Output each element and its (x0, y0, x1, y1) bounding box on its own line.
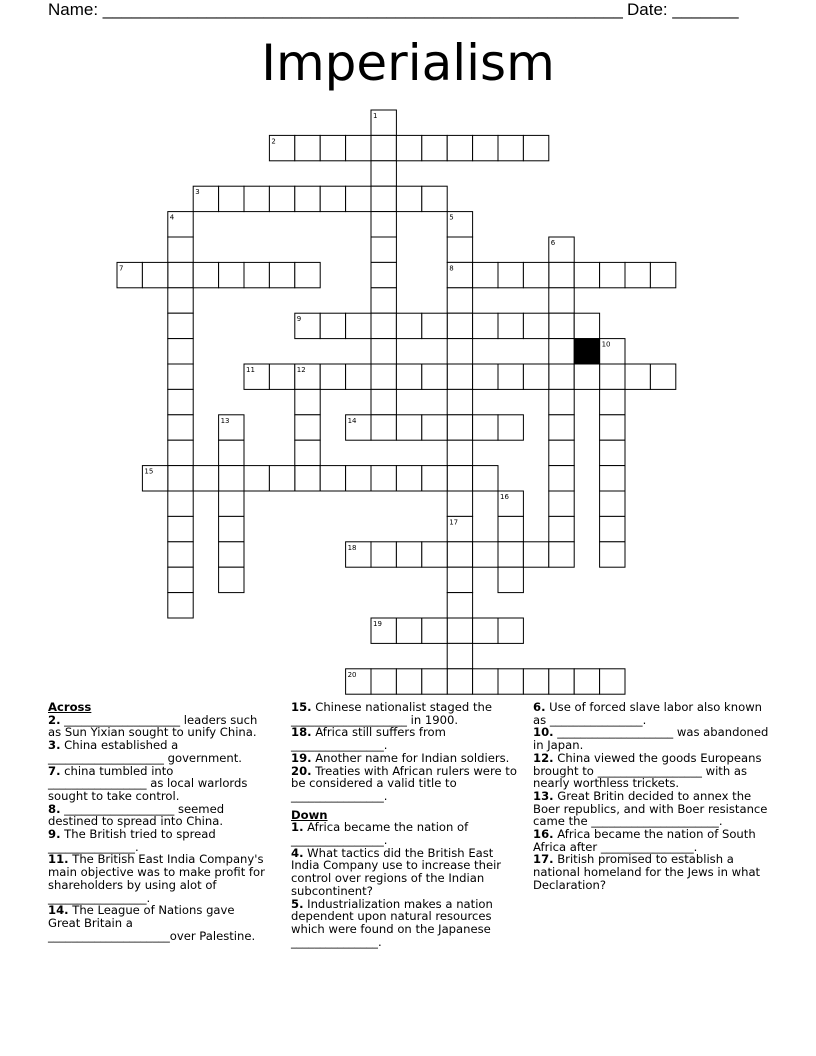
grid-cell[interactable] (574, 313, 599, 338)
grid-cell[interactable] (498, 618, 523, 643)
grid-cell[interactable] (447, 313, 472, 338)
grid-cell[interactable] (498, 415, 523, 440)
grid-cell[interactable] (498, 669, 523, 694)
clue-number-9: 9 (296, 315, 302, 324)
grid-cell[interactable] (396, 135, 421, 160)
grid-cell[interactable] (193, 262, 218, 287)
clue-number-10: 10 (601, 340, 611, 349)
clue-text: Africa still suffers from ________________. (291, 725, 446, 753)
grid-cell[interactable] (371, 161, 396, 186)
clue-item (48, 765, 270, 803)
grid-cell[interactable] (168, 542, 193, 567)
grid-cell[interactable] (422, 669, 447, 694)
clue-number-12: 12 (296, 366, 306, 374)
clue-number-1: 1 (373, 112, 378, 120)
grid-cell[interactable] (371, 339, 396, 364)
grid-cell[interactable] (269, 186, 294, 211)
grid-cell[interactable] (498, 313, 523, 338)
clue-item (291, 821, 523, 846)
grid-cell[interactable] (295, 262, 320, 287)
grid-cell[interactable] (549, 364, 574, 389)
clue-number: 17. (533, 852, 554, 867)
grid-cell[interactable] (523, 313, 548, 338)
grid-cell[interactable] (447, 618, 472, 643)
grid-cell[interactable] (498, 364, 523, 389)
grid-cell[interactable] (396, 415, 421, 440)
clue-number: 10. (533, 725, 554, 740)
grid-cell[interactable] (447, 237, 472, 262)
clue-text: ___________________ seemed destined to spread into China. (48, 801, 225, 829)
grid-cell[interactable] (625, 364, 650, 389)
clue-text: Africa became the nation of ________________. (291, 820, 469, 848)
grid-cell[interactable] (549, 415, 574, 440)
grid-cell[interactable] (168, 313, 193, 338)
grid-cell[interactable] (219, 567, 244, 592)
grid-cell[interactable] (371, 669, 396, 694)
clue-item (48, 739, 270, 764)
clue-text: China viewed the goods Europeans brought to __________________ with as nearly worthless trickets. (533, 750, 762, 791)
grid-cell[interactable] (168, 288, 193, 313)
grid-cell[interactable] (396, 542, 421, 567)
grid-cell[interactable] (244, 466, 269, 491)
grid-cell[interactable] (244, 186, 269, 211)
grid-cell[interactable] (219, 466, 244, 491)
grid-cell[interactable] (346, 313, 371, 338)
clue-text: The British tried to spread _______________. (48, 827, 216, 854)
grid-cell[interactable] (447, 389, 472, 414)
clue-number: 9. (48, 827, 61, 842)
grid-cell[interactable] (422, 466, 447, 491)
clue-number-17: 17 (449, 518, 459, 527)
grid-cell[interactable] (168, 491, 193, 516)
clue-number-11: 11 (246, 366, 255, 374)
clue-number-5: 5 (449, 213, 454, 222)
clue-number-19: 19 (373, 620, 382, 628)
clue-item (533, 853, 769, 891)
grid-cell[interactable] (498, 262, 523, 287)
grid-cell[interactable] (219, 440, 244, 465)
grid-cell[interactable] (600, 262, 625, 287)
date-field-label: Date: _______ (627, 0, 739, 19)
clue-text: china tumbled into _________________ as local warlords sought to take control. (48, 763, 248, 803)
grid-cell[interactable] (523, 135, 548, 160)
clue-number: 11. (48, 852, 69, 867)
grid-cell[interactable] (574, 364, 599, 389)
clue-number-2: 2 (271, 137, 276, 146)
grid-cell[interactable] (371, 364, 396, 389)
grid-cell[interactable] (447, 643, 472, 668)
grid-cell[interactable] (396, 364, 421, 389)
clue-number: 14. (48, 903, 69, 918)
clue-item (291, 847, 523, 898)
clue-number: 4. (291, 845, 304, 860)
grid-cell[interactable] (447, 491, 472, 516)
grid-cell[interactable] (473, 669, 498, 694)
grid-cell[interactable] (396, 466, 421, 491)
grid-cell[interactable] (422, 415, 447, 440)
grid-cell[interactable] (295, 415, 320, 440)
grid-cell[interactable] (396, 669, 421, 694)
grid-cell[interactable] (473, 618, 498, 643)
grid-cell[interactable] (295, 186, 320, 211)
grid-cell[interactable] (295, 466, 320, 491)
grid-cell[interactable] (600, 415, 625, 440)
clue-text: Chinese nationalist staged the ____________________ in 1900. (291, 700, 492, 727)
grid-cell[interactable] (574, 262, 599, 287)
grid-cell[interactable] (600, 364, 625, 389)
black-cell (574, 339, 599, 364)
clue-text: The British East India Company's main objective was to make profit for shareholders by using alot of _________________. (48, 852, 265, 905)
grid-cell[interactable] (269, 466, 294, 491)
grid-cell[interactable] (650, 364, 675, 389)
grid-cell[interactable] (219, 262, 244, 287)
grid-cell[interactable] (422, 618, 447, 643)
grid-cell[interactable] (219, 516, 244, 541)
grid-cell[interactable] (447, 288, 472, 313)
grid-cell[interactable] (549, 440, 574, 465)
grid-cell[interactable] (168, 237, 193, 262)
clue-number-14: 14 (347, 416, 357, 425)
grid-cell[interactable] (473, 364, 498, 389)
grid-cell[interactable] (549, 669, 574, 694)
clue-number-18: 18 (347, 543, 357, 552)
clue-number-6: 6 (550, 239, 556, 247)
grid-cell[interactable] (523, 262, 548, 287)
grid-cell[interactable] (320, 186, 345, 211)
grid-cell[interactable] (320, 313, 345, 338)
clue-item (48, 853, 270, 904)
grid-cell[interactable] (371, 237, 396, 262)
grid-cell[interactable] (320, 466, 345, 491)
clue-item (533, 828, 769, 853)
grid-cell[interactable] (549, 288, 574, 313)
grid-cell[interactable] (498, 567, 523, 592)
grid-cell[interactable] (346, 466, 371, 491)
clue-item (48, 904, 270, 942)
grid-cell[interactable] (168, 440, 193, 465)
clue-item (48, 714, 270, 739)
grid-cell[interactable] (168, 567, 193, 592)
clues-column-2 (291, 701, 523, 948)
grid-cell[interactable] (600, 440, 625, 465)
clue-item (533, 790, 769, 828)
grid-cell[interactable] (168, 466, 193, 491)
clue-number: 13. (533, 788, 554, 803)
down-heading: Down (291, 807, 328, 822)
grid-cell[interactable] (396, 186, 421, 211)
grid-cell[interactable] (549, 542, 574, 567)
grid-cell[interactable] (295, 440, 320, 465)
grid-cell[interactable] (523, 542, 548, 567)
grid-cell[interactable] (422, 542, 447, 567)
grid-cell[interactable] (473, 313, 498, 338)
grid-cell[interactable] (447, 135, 472, 160)
clue-number-16: 16 (500, 493, 509, 501)
clue-number-7: 7 (119, 264, 124, 273)
clue-item (291, 898, 523, 949)
clue-number-13: 13 (220, 416, 230, 425)
grid-cell[interactable] (473, 135, 498, 160)
grid-cell[interactable] (473, 466, 498, 491)
grid-cell[interactable] (346, 186, 371, 211)
grid-cell[interactable] (549, 491, 574, 516)
grid-cell[interactable] (168, 593, 193, 618)
grid-cell[interactable] (473, 262, 498, 287)
grid-cell[interactable] (422, 313, 447, 338)
grid-cell[interactable] (371, 313, 396, 338)
grid-cell[interactable] (447, 593, 472, 618)
grid-cell[interactable] (269, 364, 294, 389)
grid-cell[interactable] (549, 389, 574, 414)
clue-text: Another name for Indian soldiers. (311, 750, 510, 765)
clue-number: 19. (291, 750, 312, 765)
grid-cell[interactable] (473, 542, 498, 567)
clue-item (291, 765, 523, 803)
across-heading: Across (48, 700, 92, 714)
grid-cell[interactable] (650, 262, 675, 287)
grid-cell[interactable] (422, 135, 447, 160)
grid-cell[interactable] (574, 669, 599, 694)
grid-cell[interactable] (371, 389, 396, 414)
grid-cell[interactable] (447, 466, 472, 491)
clue-text: The League of Nations gave Great Britain a _____________________over Palestine. (48, 903, 256, 943)
clue-number: 8. (48, 801, 61, 816)
clue-number: 20. (291, 763, 312, 778)
grid-cell[interactable] (371, 186, 396, 211)
grid-cell[interactable] (447, 567, 472, 592)
clue-number: 12. (533, 750, 554, 765)
grid-cell[interactable] (142, 262, 167, 287)
grid-cell[interactable] (447, 669, 472, 694)
grid-cell[interactable] (371, 212, 396, 237)
grid-cell[interactable] (447, 415, 472, 440)
clue-item (533, 726, 769, 751)
clue-text: ____________________ was abandoned in Japan. (533, 725, 769, 753)
clue-text: ____________________ leaders such as Sun Yixian sought to unify China. (48, 712, 258, 740)
grid-cell[interactable] (295, 135, 320, 160)
clue-number: 18. (291, 725, 312, 740)
grid-cell[interactable] (600, 466, 625, 491)
grid-cell[interactable] (219, 542, 244, 567)
clue-text: Use of forced slave labor also known as ________________. (533, 700, 763, 727)
grid-cell[interactable] (523, 364, 548, 389)
grid-cell[interactable] (396, 313, 421, 338)
clue-item (533, 701, 769, 726)
clue-number: 3. (48, 738, 61, 753)
clue-text: Great Britin decided to annex the Boer republics, and with Boer resistance came the ______________________. (533, 788, 768, 829)
grid-cell[interactable] (168, 262, 193, 287)
grid-cell[interactable] (498, 516, 523, 541)
grid-cell[interactable] (447, 542, 472, 567)
grid-cell[interactable] (371, 415, 396, 440)
grid-cell[interactable] (346, 135, 371, 160)
grid-cell[interactable] (168, 364, 193, 389)
clue-item (48, 803, 270, 828)
grid-cell[interactable] (422, 186, 447, 211)
page-title: Imperialism (261, 34, 555, 92)
grid-cell[interactable] (549, 466, 574, 491)
grid-cell[interactable] (371, 262, 396, 287)
clue-number: 2. (48, 712, 61, 727)
grid-cell[interactable] (371, 542, 396, 567)
clue-text: Industrialization makes a nation dependent upon natural resources which were found on the Japanese _______________. (291, 896, 493, 949)
clue-item (291, 701, 523, 726)
grid-cell[interactable] (600, 389, 625, 414)
clue-item (291, 726, 523, 751)
clue-number: 1. (291, 820, 304, 835)
clue-number: 16. (533, 827, 554, 842)
clue-text: British promised to establish a national homeland for the Jews in what Declaration? (533, 852, 761, 892)
grid-cell[interactable] (168, 389, 193, 414)
grid-cell[interactable] (600, 669, 625, 694)
clue-text: Africa became the nation of South Africa after ________________. (533, 827, 756, 854)
clue-number: 5. (291, 896, 304, 911)
clues-column-1 (48, 701, 270, 942)
clue-number: 7. (48, 763, 61, 778)
name-field-label: Name: _______________________________________________________ (48, 0, 623, 19)
grid-cell[interactable] (219, 491, 244, 516)
grid-cell[interactable] (193, 466, 218, 491)
grid-cell[interactable] (168, 339, 193, 364)
grid-cell[interactable] (523, 669, 548, 694)
grid-cell[interactable] (498, 135, 523, 160)
grid-cell[interactable] (549, 339, 574, 364)
grid-cell[interactable] (549, 313, 574, 338)
clue-number-8: 8 (449, 264, 454, 273)
grid-cell[interactable] (295, 389, 320, 414)
grid-cell[interactable] (320, 364, 345, 389)
clue-text: Treaties with African rulers were to be considered a valid title to ________________. (291, 763, 517, 803)
clue-number-15: 15 (144, 467, 154, 476)
grid-cell[interactable] (168, 516, 193, 541)
grid-cell[interactable] (473, 415, 498, 440)
grid-cell[interactable] (396, 618, 421, 643)
clue-text: China established a ____________________ government. (48, 738, 242, 765)
grid-cell[interactable] (371, 288, 396, 313)
grid-cell[interactable] (269, 262, 294, 287)
grid-cell[interactable] (219, 186, 244, 211)
grid-cell[interactable] (600, 542, 625, 567)
grid-cell[interactable] (371, 135, 396, 160)
clue-number-3: 3 (195, 188, 200, 197)
clue-number-4: 4 (169, 213, 175, 222)
grid-cell[interactable] (422, 364, 447, 389)
grid-cell[interactable] (447, 364, 472, 389)
grid-cell[interactable] (549, 516, 574, 541)
grid-cell[interactable] (320, 135, 345, 160)
grid-cell[interactable] (498, 542, 523, 567)
grid-cell[interactable] (346, 364, 371, 389)
grid-cell[interactable] (625, 262, 650, 287)
clue-number: 6. (533, 700, 546, 714)
grid-cell[interactable] (549, 262, 574, 287)
clues-column-3 (533, 701, 769, 892)
clue-text: What tactics did the British East India Company use to increase their control over regions of the Indian subcontinent? (291, 845, 502, 898)
grid-cell[interactable] (447, 339, 472, 364)
clue-number-20: 20 (347, 670, 357, 679)
grid-cell[interactable] (447, 440, 472, 465)
clue-item (533, 752, 769, 790)
grid-cell[interactable] (600, 516, 625, 541)
grid-cell[interactable] (600, 491, 625, 516)
clue-item (48, 828, 270, 853)
clue-number: 15. (291, 700, 312, 714)
grid-cell[interactable] (168, 415, 193, 440)
grid-cell[interactable] (244, 262, 269, 287)
grid-cell[interactable] (371, 466, 396, 491)
